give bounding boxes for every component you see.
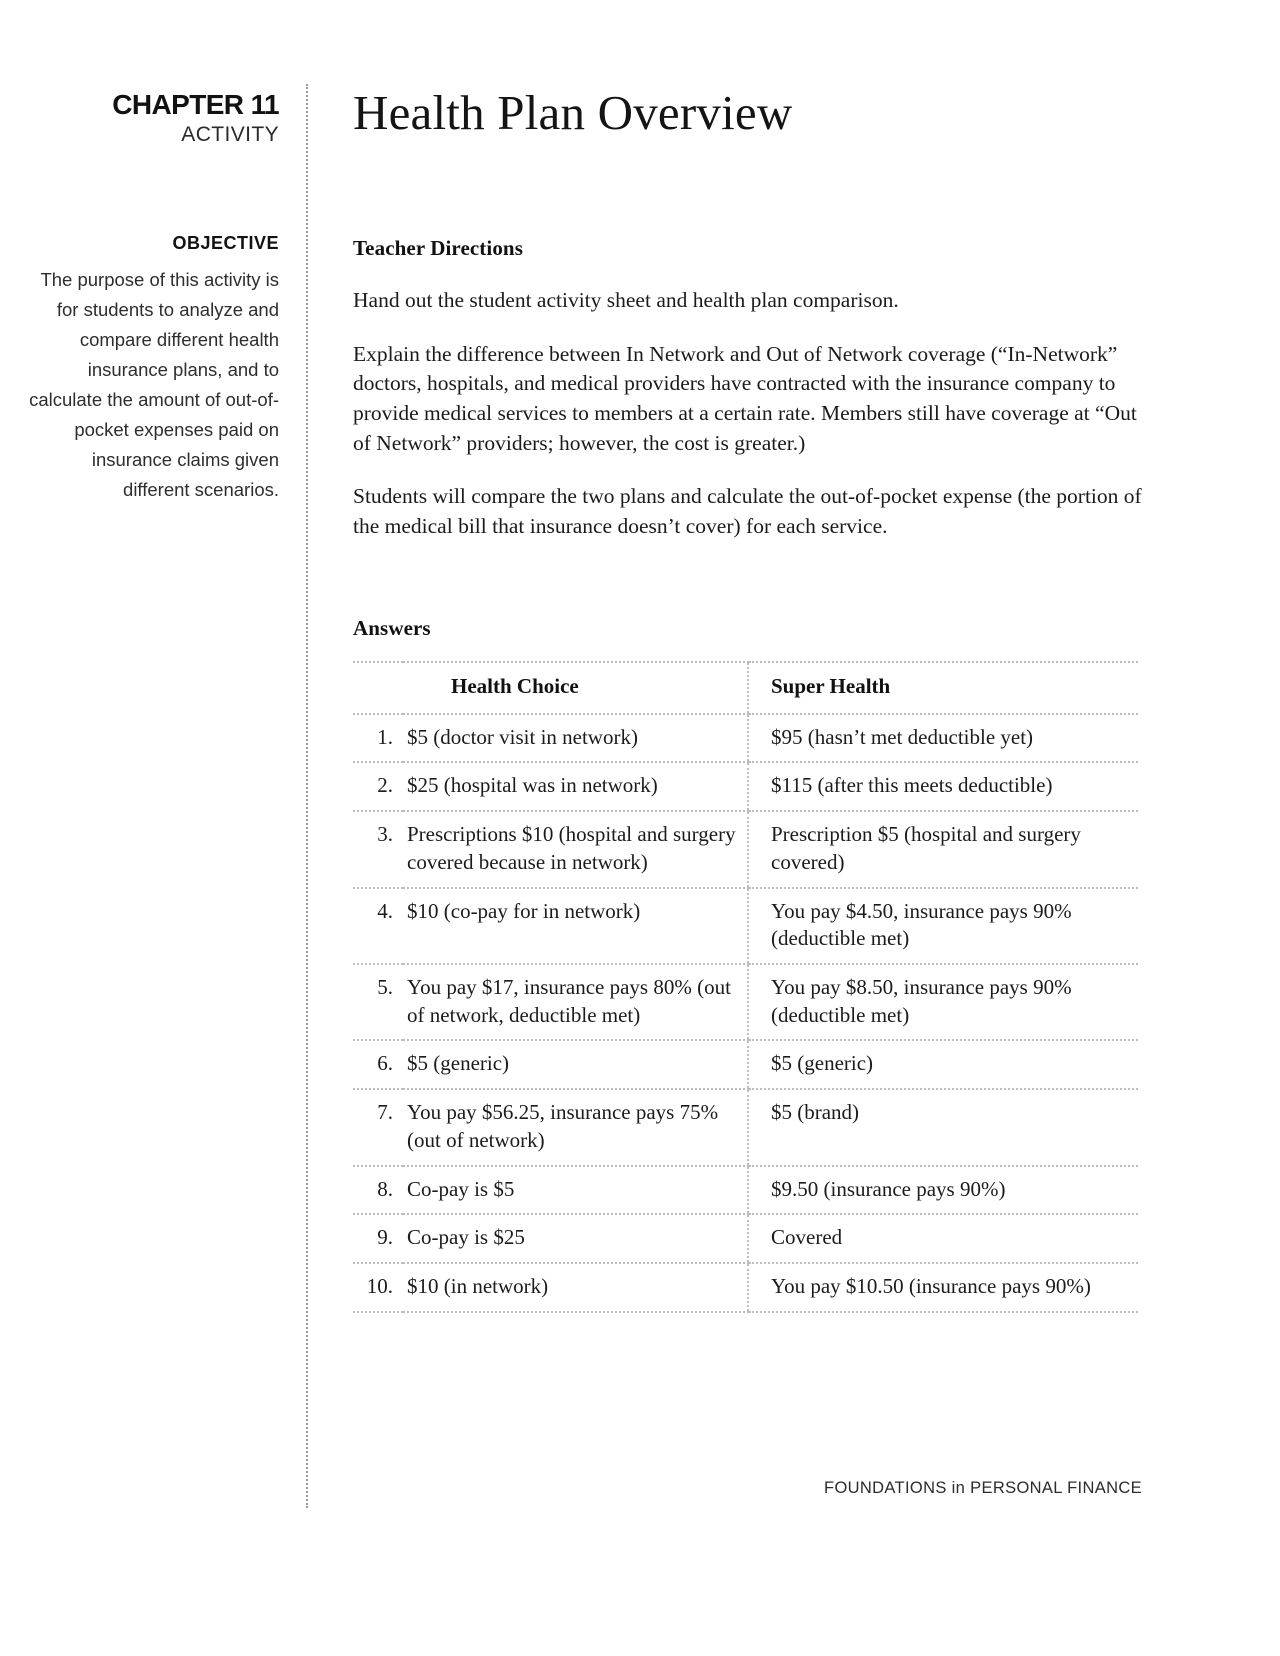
- objective-body: The purpose of this activity is for students to analyze and compare different health insurance plans, and to calculate the amount of out-of-pocket expenses paid on insurance claims given different scenarios.: [29, 269, 279, 500]
- row-number: 10.: [353, 1263, 403, 1312]
- cell-super-health: $5 (brand): [748, 1089, 1138, 1165]
- rail-divider: [306, 84, 308, 1508]
- cell-health-choice: $5 (generic): [403, 1040, 748, 1089]
- row-number: 7.: [353, 1089, 403, 1165]
- table-row: [353, 811, 1138, 887]
- cell-super-health: Covered: [748, 1214, 1138, 1263]
- cell-health-choice: $25 (hospital was in network): [403, 762, 748, 811]
- teacher-directions-section: [353, 236, 1143, 566]
- row-number: 9.: [353, 1214, 403, 1263]
- column-header-super-health: Super Health: [748, 662, 1138, 714]
- row-number: 5.: [353, 964, 403, 1040]
- objective-block: [21, 233, 279, 505]
- cell-super-health: Prescription $5 (hospital and surgery covered): [748, 811, 1138, 887]
- cell-health-choice: $10 (co-pay for in network): [403, 888, 748, 964]
- row-number: 3.: [353, 811, 403, 887]
- table-row: [353, 888, 1138, 964]
- page-title: Health Plan Overview: [353, 85, 793, 140]
- answers-table: [353, 661, 1138, 1313]
- row-number: 2.: [353, 762, 403, 811]
- cell-health-choice: $5 (doctor visit in network): [403, 714, 748, 763]
- chapter-label-block: [112, 90, 279, 149]
- page-footer: FOUNDATIONS in PERSONAL FINANCE: [824, 1479, 1142, 1497]
- teacher-directions-paragraph: Hand out the student activity sheet and health plan comparison.: [353, 288, 899, 312]
- cell-health-choice: $10 (in network): [403, 1263, 748, 1312]
- cell-super-health: $9.50 (insurance pays 90%): [748, 1166, 1138, 1215]
- cell-health-choice: You pay $17, insurance pays 80% (out of network, deductible met): [403, 964, 748, 1040]
- teacher-directions-paragraph: Students will compare the two plans and calculate the out-of-pocket expense (the portion of the medical bill that insurance doesn’t cover) for each service.: [353, 484, 1142, 538]
- cell-health-choice: Co-pay is $25: [403, 1214, 748, 1263]
- teacher-directions-paragraph: Explain the difference between In Network and Out of Network coverage (“In-Network” doctors, hospitals, and medical providers have contracted with the insurance company to provide medical services to members at a certain rate. Members still have coverage at “Out of Network” providers; however, the cost is greater.): [353, 341, 1137, 455]
- table-row: [353, 714, 1138, 763]
- chapter-kind: ACTIVITY: [181, 123, 279, 147]
- table-row: [353, 762, 1138, 811]
- table-row: [353, 1089, 1138, 1165]
- cell-health-choice: Co-pay is $5: [403, 1166, 748, 1215]
- cell-super-health: You pay $10.50 (insurance pays 90%): [748, 1263, 1138, 1312]
- cell-super-health: You pay $4.50, insurance pays 90% (deductible met): [748, 888, 1138, 964]
- teacher-directions-heading: Teacher Directions: [353, 236, 523, 260]
- cell-super-health: $5 (generic): [748, 1040, 1138, 1089]
- table-header-row: [353, 662, 1138, 714]
- column-header-health-choice: Health Choice: [403, 662, 748, 714]
- row-number: 8.: [353, 1166, 403, 1215]
- row-number: 4.: [353, 888, 403, 964]
- table-row: [353, 964, 1138, 1040]
- table-row: [353, 1040, 1138, 1089]
- left-rail: [0, 0, 307, 1656]
- column-header-number: [353, 662, 403, 714]
- cell-health-choice: You pay $56.25, insurance pays 75% (out of network): [403, 1089, 748, 1165]
- cell-super-health: $95 (hasn’t met deductible yet): [748, 714, 1138, 763]
- cell-super-health: You pay $8.50, insurance pays 90% (deductible met): [748, 964, 1138, 1040]
- answers-heading: Answers: [353, 616, 431, 640]
- table-row: [353, 1214, 1138, 1263]
- row-number: 6.: [353, 1040, 403, 1089]
- row-number: 1.: [353, 714, 403, 763]
- cell-super-health: $115 (after this meets deductible): [748, 762, 1138, 811]
- table-row: [353, 1263, 1138, 1312]
- chapter-number: CHAPTER 11: [112, 89, 279, 120]
- objective-heading: OBJECTIVE: [172, 233, 279, 253]
- cell-health-choice: Prescriptions $10 (hospital and surgery covered because in network): [403, 811, 748, 887]
- table-row: [353, 1166, 1138, 1215]
